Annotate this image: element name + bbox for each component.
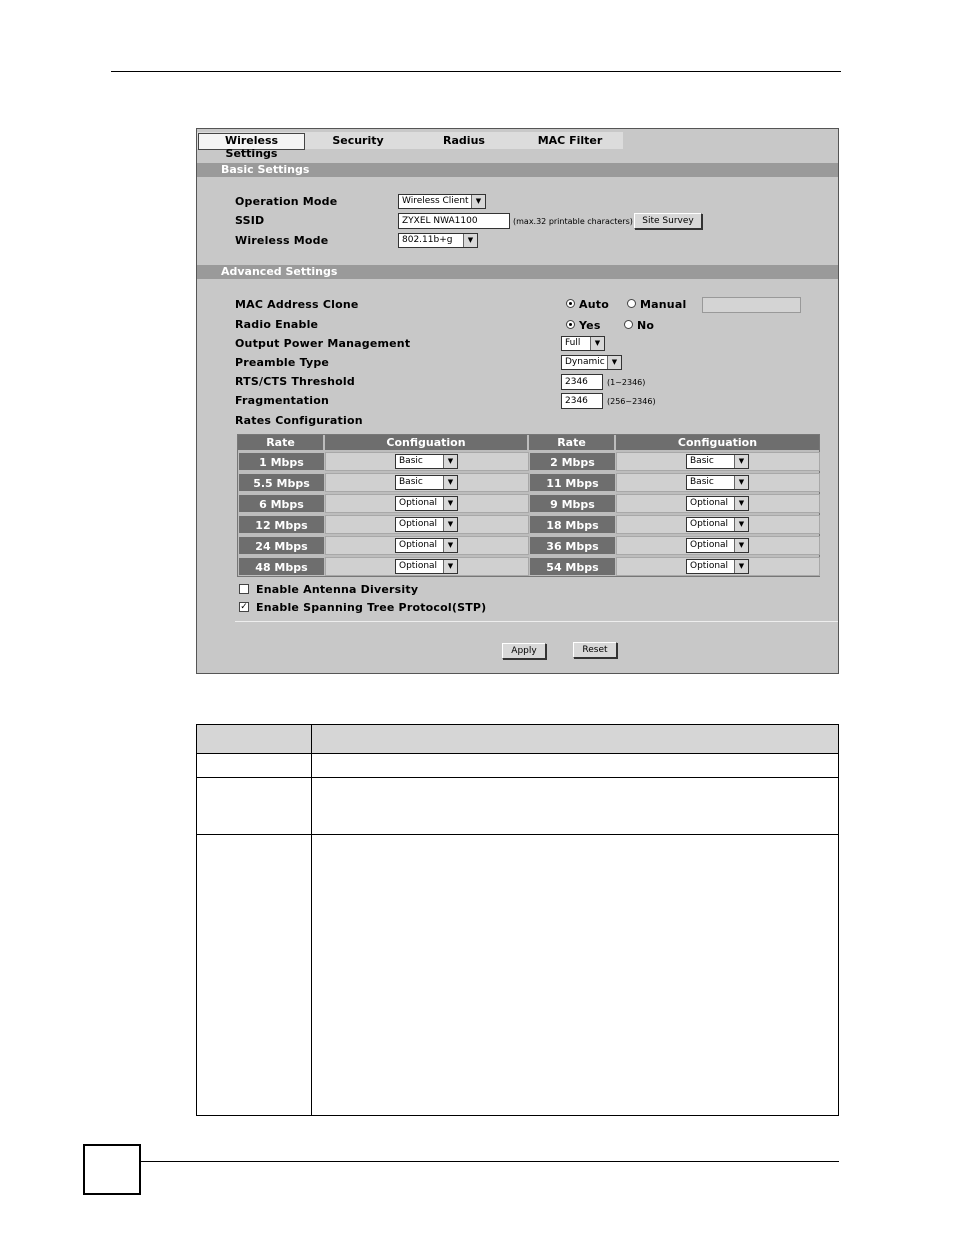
mac-clone-label: MAC Address Clone	[235, 298, 359, 311]
rate-config-value: Optional	[399, 540, 438, 550]
wireless-settings-panel	[196, 128, 839, 674]
ssid-input[interactable]: ZYXEL NWA1100	[398, 213, 510, 229]
footer-rule	[141, 1161, 839, 1162]
mac-clone-manual-label: Manual	[640, 298, 687, 311]
mac-clone-manual-radio[interactable]	[627, 299, 636, 308]
desc-table-cell	[196, 753, 312, 778]
chevron-down-icon: ▼	[443, 518, 457, 531]
rates-header-config-left: Configuation	[325, 435, 527, 450]
radio-enable-yes-label: Yes	[579, 319, 601, 332]
rate-config-select[interactable]	[686, 538, 749, 553]
rate-config-value: Basic	[399, 456, 423, 466]
config-cell-right	[616, 494, 820, 513]
rates-header-rate-left: Rate	[238, 435, 323, 450]
radio-enable-label: Radio Enable	[235, 318, 319, 331]
config-cell-left	[325, 452, 529, 471]
header-rule	[111, 71, 841, 72]
output-power-value: Full	[565, 338, 581, 348]
config-cell-right	[616, 536, 820, 555]
rate-cell-left: 24 Mbps	[238, 536, 325, 555]
chevron-down-icon: ▼	[734, 560, 748, 573]
chevron-down-icon: ▼	[590, 337, 604, 350]
rate-cell-left: 12 Mbps	[238, 515, 325, 534]
rate-config-value: Basic	[690, 456, 714, 466]
rate-config-value: Optional	[399, 498, 438, 508]
rate-config-value: Optional	[690, 561, 729, 571]
rate-config-select[interactable]	[395, 496, 458, 511]
chevron-down-icon: ▼	[443, 455, 457, 468]
mac-clone-auto-label: Auto	[579, 298, 609, 311]
mac-clone-auto-radio[interactable]	[566, 299, 575, 308]
preamble-label: Preamble Type	[235, 356, 330, 369]
config-cell-left	[325, 536, 529, 555]
checkmark-icon: ✓	[240, 602, 248, 612]
tab-wireless-settings[interactable]: Wireless Settings	[198, 133, 305, 150]
rate-config-value: Basic	[690, 477, 714, 487]
config-cell-right	[616, 515, 820, 534]
rate-config-value: Optional	[690, 540, 729, 550]
rate-config-select[interactable]	[395, 475, 458, 490]
desc-table-cell	[311, 834, 839, 1116]
rate-config-select[interactable]	[686, 559, 749, 574]
rates-configuration-label: Rates Configuration	[235, 414, 363, 427]
rate-config-value: Optional	[399, 519, 438, 529]
radio-enable-no-label: No	[637, 319, 655, 332]
chevron-down-icon: ▼	[443, 539, 457, 552]
chevron-down-icon: ▼	[443, 560, 457, 573]
ssid-label: SSID	[235, 214, 265, 227]
chevron-down-icon: ▼	[734, 497, 748, 510]
operation-mode-select[interactable]	[398, 194, 486, 209]
desc-table-cell	[196, 834, 312, 1116]
rates-header-config-right: Configuation	[616, 435, 819, 450]
chevron-down-icon: ▼	[607, 356, 621, 369]
output-power-label: Output Power Management	[235, 337, 411, 350]
chevron-down-icon: ▼	[471, 195, 485, 208]
wireless-mode-select[interactable]	[398, 233, 478, 248]
antenna-diversity-label: Enable Antenna Diversity	[256, 583, 419, 596]
rate-config-select[interactable]	[686, 517, 749, 532]
desc-table-header-description	[311, 724, 839, 754]
rate-config-select[interactable]	[686, 475, 749, 490]
rate-config-select[interactable]	[395, 559, 458, 574]
config-cell-right	[616, 452, 820, 471]
tab-radius[interactable]: Radius	[412, 133, 516, 148]
rates-table	[237, 434, 820, 577]
rate-config-select[interactable]	[686, 454, 749, 469]
rate-cell-left: 1 Mbps	[238, 452, 325, 471]
desc-table-cell	[311, 777, 839, 835]
rate-cell-left: 6 Mbps	[238, 494, 325, 513]
preamble-select[interactable]	[561, 355, 622, 370]
rate-config-value: Optional	[399, 561, 438, 571]
desc-table-header-label	[196, 724, 312, 754]
rate-cell-right: 9 Mbps	[529, 494, 616, 513]
chevron-down-icon: ▼	[443, 497, 457, 510]
preamble-value: Dynamic	[565, 357, 605, 367]
operation-mode-label: Operation Mode	[235, 195, 338, 208]
site-survey-button[interactable]: Site Survey	[634, 213, 702, 229]
radio-enable-no-radio[interactable]	[624, 320, 633, 329]
fragmentation-note: (256~2346)	[607, 397, 656, 406]
rate-config-value: Basic	[399, 477, 423, 487]
basic-settings-header: Basic Settings	[197, 163, 838, 177]
rate-cell-left: 48 Mbps	[238, 557, 325, 576]
rts-label: RTS/CTS Threshold	[235, 375, 355, 388]
tab-security[interactable]: Security	[306, 133, 410, 148]
operation-mode-value: Wireless Client	[402, 196, 469, 206]
rate-config-select[interactable]	[686, 496, 749, 511]
config-cell-left	[325, 494, 529, 513]
rate-cell-left: 5.5 Mbps	[238, 473, 325, 492]
rate-config-select[interactable]	[395, 517, 458, 532]
config-cell-left	[325, 557, 529, 576]
chevron-down-icon: ▼	[443, 476, 457, 489]
rts-note: (1~2346)	[607, 378, 646, 387]
antenna-diversity-checkbox[interactable]	[239, 584, 249, 594]
mac-clone-input[interactable]	[702, 297, 801, 313]
stp-label: Enable Spanning Tree Protocol(STP)	[256, 601, 487, 614]
radio-enable-yes-radio[interactable]	[566, 320, 575, 329]
button-divider	[235, 621, 838, 622]
rate-cell-right: 54 Mbps	[529, 557, 616, 576]
rate-config-value: Optional	[690, 519, 729, 529]
ssid-note: (max.32 printable characters)	[513, 217, 633, 226]
rate-config-select[interactable]	[395, 538, 458, 553]
output-power-select[interactable]	[561, 336, 605, 351]
chevron-down-icon: ▼	[734, 455, 748, 468]
rate-config-value: Optional	[690, 498, 729, 508]
desc-table-cell	[196, 777, 312, 835]
rate-cell-right: 36 Mbps	[529, 536, 616, 555]
rate-config-select[interactable]	[395, 454, 458, 469]
reset-button[interactable]: Reset	[573, 642, 617, 658]
stp-checkbox[interactable]	[239, 602, 249, 612]
advanced-settings-header: Advanced Settings	[197, 265, 838, 279]
config-cell-right	[616, 557, 820, 576]
wireless-mode-value: 802.11b+g	[402, 235, 453, 245]
wireless-mode-label: Wireless Mode	[235, 234, 329, 247]
rate-cell-right: 2 Mbps	[529, 452, 616, 471]
rates-header-rate-right: Rate	[529, 435, 614, 450]
chevron-down-icon: ▼	[734, 539, 748, 552]
chevron-down-icon: ▼	[463, 234, 477, 247]
fragmentation-label: Fragmentation	[235, 394, 329, 407]
config-cell-right	[616, 473, 820, 492]
page-number-box	[83, 1144, 141, 1195]
chevron-down-icon: ▼	[734, 518, 748, 531]
config-cell-left	[325, 473, 529, 492]
tab-mac-filter[interactable]: MAC Filter	[518, 133, 622, 148]
config-cell-left	[325, 515, 529, 534]
apply-button[interactable]: Apply	[502, 643, 546, 659]
fragmentation-input[interactable]: 2346	[561, 393, 603, 409]
rts-input[interactable]: 2346	[561, 374, 603, 390]
desc-table-cell	[311, 753, 839, 778]
chevron-down-icon: ▼	[734, 476, 748, 489]
rate-cell-right: 18 Mbps	[529, 515, 616, 534]
rate-cell-right: 11 Mbps	[529, 473, 616, 492]
